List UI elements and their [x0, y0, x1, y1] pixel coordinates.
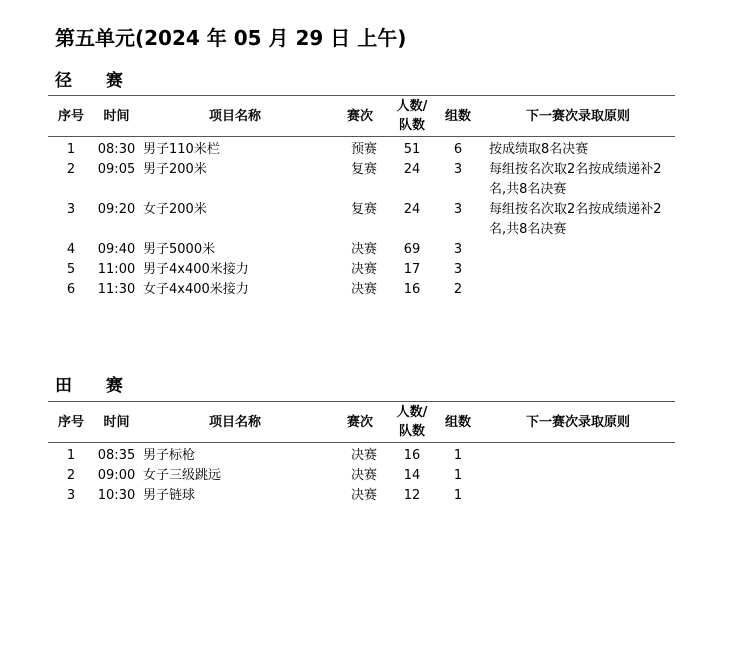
col-header-name: 项目名称	[139, 96, 331, 137]
cell-advance-rule: 每组按名次取2名按成绩递补2名,共8名决赛	[489, 162, 662, 197]
cell-no: 6	[66, 282, 76, 297]
col-header-groups: 组数	[435, 96, 481, 137]
col-header-rule: 下一赛次录取原则	[481, 402, 675, 443]
cell-event-name: 男子110米栏	[143, 142, 220, 157]
cell-count: 16	[403, 448, 421, 463]
cell-groups: 1	[453, 448, 463, 463]
cell-time: 08:35	[97, 448, 136, 463]
cell-advance-rule	[481, 443, 675, 467]
cell-round: 决赛	[351, 468, 378, 483]
table-row	[48, 200, 675, 240]
cell-groups: 3	[453, 262, 463, 277]
cell-round: 复赛	[351, 162, 378, 177]
cell-count: 69	[403, 242, 421, 257]
page-title: 第五单元(2024 年 05 月 29 日 上午)	[55, 26, 407, 50]
cell-no: 1	[66, 448, 76, 463]
cell-time: 09:05	[97, 162, 136, 177]
col-header-count	[389, 96, 435, 137]
cell-time: 10:30	[97, 488, 136, 503]
col-header-count-line2: 队数	[398, 118, 425, 133]
track-table-header	[48, 96, 675, 137]
col-header-rule: 下一赛次录取原则	[481, 96, 675, 137]
col-header-round: 赛次	[331, 96, 389, 137]
col-header-no: 序号	[48, 96, 94, 137]
cell-advance-rule	[481, 486, 675, 506]
table-row	[48, 160, 675, 200]
cell-event-name: 男子4x400米接力	[143, 262, 249, 277]
col-header-no: 序号	[48, 402, 94, 443]
cell-round: 复赛	[351, 202, 378, 217]
table-row	[48, 137, 675, 161]
cell-event-name: 女子4x400米接力	[143, 282, 249, 297]
cell-time: 09:20	[97, 202, 136, 217]
cell-count: 12	[403, 488, 421, 503]
cell-advance-rule: 按成绩取8名决赛	[489, 142, 589, 157]
cell-groups: 1	[453, 468, 463, 483]
col-header-groups: 组数	[435, 402, 481, 443]
field-table-header	[48, 402, 675, 443]
col-header-count-line2: 队数	[398, 424, 425, 439]
cell-time: 08:30	[97, 142, 136, 157]
table-row	[48, 466, 675, 486]
table-row	[48, 443, 675, 467]
cell-no: 4	[66, 242, 76, 257]
table-row	[48, 486, 675, 506]
cell-groups: 1	[453, 488, 463, 503]
cell-count: 24	[403, 162, 421, 177]
cell-round: 预赛	[351, 142, 378, 157]
cell-count: 14	[403, 468, 421, 483]
cell-count: 17	[403, 262, 421, 277]
col-header-name: 项目名称	[139, 402, 331, 443]
cell-time: 09:00	[97, 468, 136, 483]
cell-groups: 3	[453, 242, 463, 257]
table-row	[48, 280, 675, 300]
cell-no: 2	[66, 162, 76, 177]
cell-round: 决赛	[351, 448, 378, 463]
cell-no: 3	[66, 202, 76, 217]
cell-round: 决赛	[351, 282, 378, 297]
cell-event-name: 男子5000米	[143, 242, 216, 257]
cell-time: 11:00	[97, 262, 136, 277]
table-row	[48, 260, 675, 280]
col-header-time: 时间	[94, 402, 139, 443]
track-section-title: 径 赛	[55, 71, 137, 91]
cell-count: 51	[403, 142, 421, 157]
cell-event-name: 女子三级跳远	[143, 468, 222, 483]
table-row	[48, 240, 675, 260]
cell-event-name: 男子200米	[143, 162, 207, 177]
field-table-body	[48, 443, 675, 507]
cell-event-name: 男子链球	[143, 488, 196, 503]
cell-groups: 6	[453, 142, 463, 157]
cell-advance-rule: 每组按名次取2名按成绩递补2名,共8名决赛	[489, 202, 662, 237]
cell-time: 09:40	[97, 242, 136, 257]
cell-advance-rule	[481, 280, 675, 300]
field-section-title: 田 赛	[55, 376, 137, 396]
cell-no: 1	[66, 142, 76, 157]
cell-advance-rule	[481, 260, 675, 280]
cell-groups: 3	[453, 202, 463, 217]
cell-no: 5	[66, 262, 76, 277]
cell-advance-rule	[481, 466, 675, 486]
cell-round: 决赛	[351, 488, 378, 503]
cell-event-name: 男子标枪	[143, 448, 196, 463]
cell-time: 11:30	[97, 282, 136, 297]
cell-round: 决赛	[351, 242, 378, 257]
col-header-count	[389, 402, 435, 443]
track-table-body	[48, 137, 675, 301]
cell-round: 决赛	[351, 262, 378, 277]
col-header-round: 赛次	[331, 402, 389, 443]
cell-groups: 2	[453, 282, 463, 297]
cell-no: 3	[66, 488, 76, 503]
cell-no: 2	[66, 468, 76, 483]
col-header-time: 时间	[94, 96, 139, 137]
cell-count: 24	[403, 202, 421, 217]
col-header-count-line1: 人数/	[396, 405, 428, 420]
cell-count: 16	[403, 282, 421, 297]
track-schedule-table	[48, 95, 675, 300]
col-header-count-line1: 人数/	[396, 99, 428, 114]
field-schedule-table	[48, 401, 675, 506]
cell-event-name: 女子200米	[143, 202, 207, 217]
cell-advance-rule	[481, 240, 675, 260]
cell-groups: 3	[453, 162, 463, 177]
